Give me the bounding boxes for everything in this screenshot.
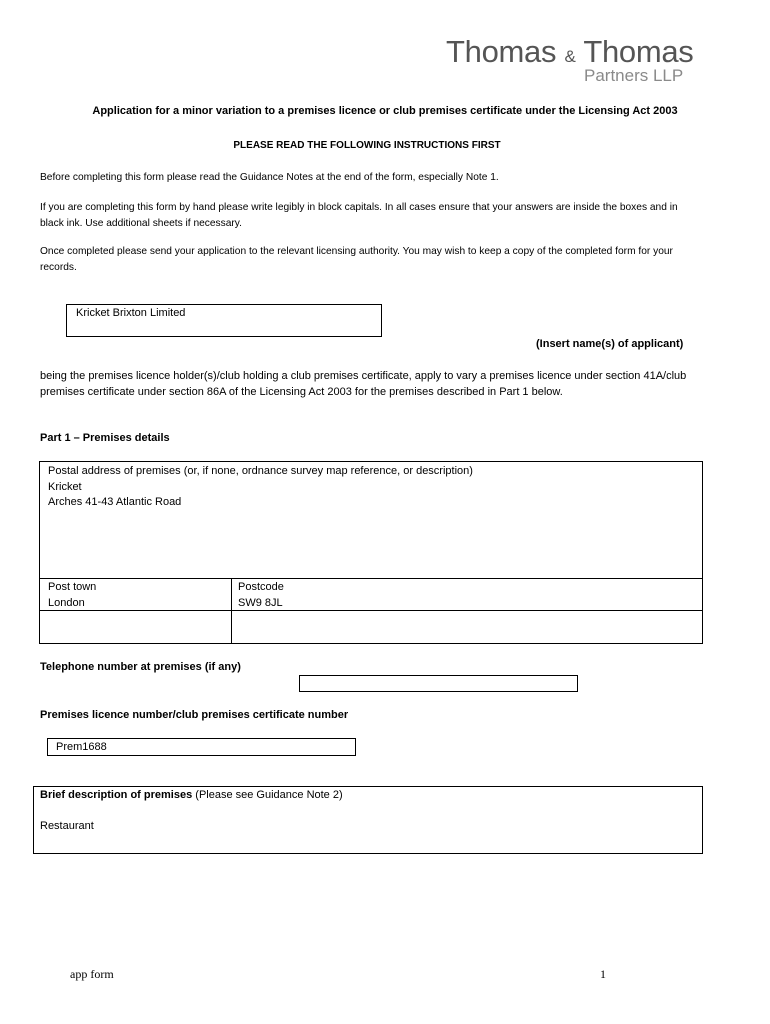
post-town-value: London (48, 596, 85, 609)
page-number: 1 (600, 967, 606, 981)
premises-address-line-1: Kricket (48, 480, 82, 493)
licence-number-label: Premises licence number/club premises certificate number (40, 709, 349, 721)
telephone-field[interactable] (299, 675, 578, 692)
applicant-name-field[interactable] (66, 304, 382, 337)
document-title: Application for a minor variation to a premises licence or club premises certificate under the Licensing Act 2003 (92, 105, 678, 117)
logo-word-1: Thomas (446, 34, 557, 69)
telephone-label: Telephone number at premises (if any) (40, 661, 241, 673)
applicant-name-value: Kricket Brixton Limited (76, 307, 186, 319)
logo-ampersand: & (564, 47, 576, 66)
instruction-paragraph-1: Before completing this form please read the Guidance Notes at the end of the form, especially Note 1. (40, 172, 499, 183)
premises-description-label (40, 789, 343, 801)
instruction-paragraph-3: Once completed please send your application to the relevant licensing authority. You may wish to keep a copy of the completed form for your records. (40, 246, 673, 273)
table-vertical-divider (231, 578, 232, 643)
footer-label: app form (70, 967, 114, 981)
description-label-note: (Please see Guidance Note 2) (192, 789, 343, 801)
instruction-paragraph-2: If you are completing this form by hand please write legibly in block capitals. In all cases ensure that your answers are inside the boxes and in black ink. Use additional sheets if necessary. (40, 202, 678, 229)
applicant-caption: (Insert name(s) of applicant) (536, 338, 684, 350)
table-divider-1 (40, 578, 702, 579)
post-town-label: Post town (48, 581, 97, 593)
instructions-heading: PLEASE READ THE FOLLOWING INSTRUCTIONS FIRST (233, 140, 501, 151)
premises-details-table (39, 461, 703, 644)
premises-description-value: Restaurant (40, 820, 94, 832)
postcode-label: Postcode (238, 581, 284, 593)
logo-word-2: Thomas (583, 34, 694, 69)
premises-address-field[interactable] (48, 464, 473, 511)
postcode-value: SW9 8JL (238, 596, 283, 609)
post-town-field[interactable] (48, 580, 96, 611)
application-statement: being the premises licence holder(s)/club holding a club premises certificate, apply to vary a premises licence under section 41A/club premises certificate under section 86A of the Licensing Act 2003 for the premises described in Part 1 below. (40, 370, 687, 398)
postcode-field[interactable] (238, 580, 284, 611)
premises-address-label: Postal address of premises (or, if none, ordnance survey map reference, or description) (48, 465, 473, 477)
part1-heading: Part 1 – Premises details (40, 432, 170, 444)
firm-logo (446, 34, 694, 70)
premises-address-line-2: Arches 41-43 Atlantic Road (48, 496, 182, 508)
premises-description-field[interactable] (33, 786, 703, 854)
description-label-bold: Brief description of premises (40, 789, 193, 801)
logo-subtitle: Partners LLP (584, 66, 684, 85)
licence-number-value: Prem1688 (56, 741, 107, 753)
licence-number-field[interactable] (47, 738, 356, 756)
table-divider-2 (40, 610, 702, 611)
